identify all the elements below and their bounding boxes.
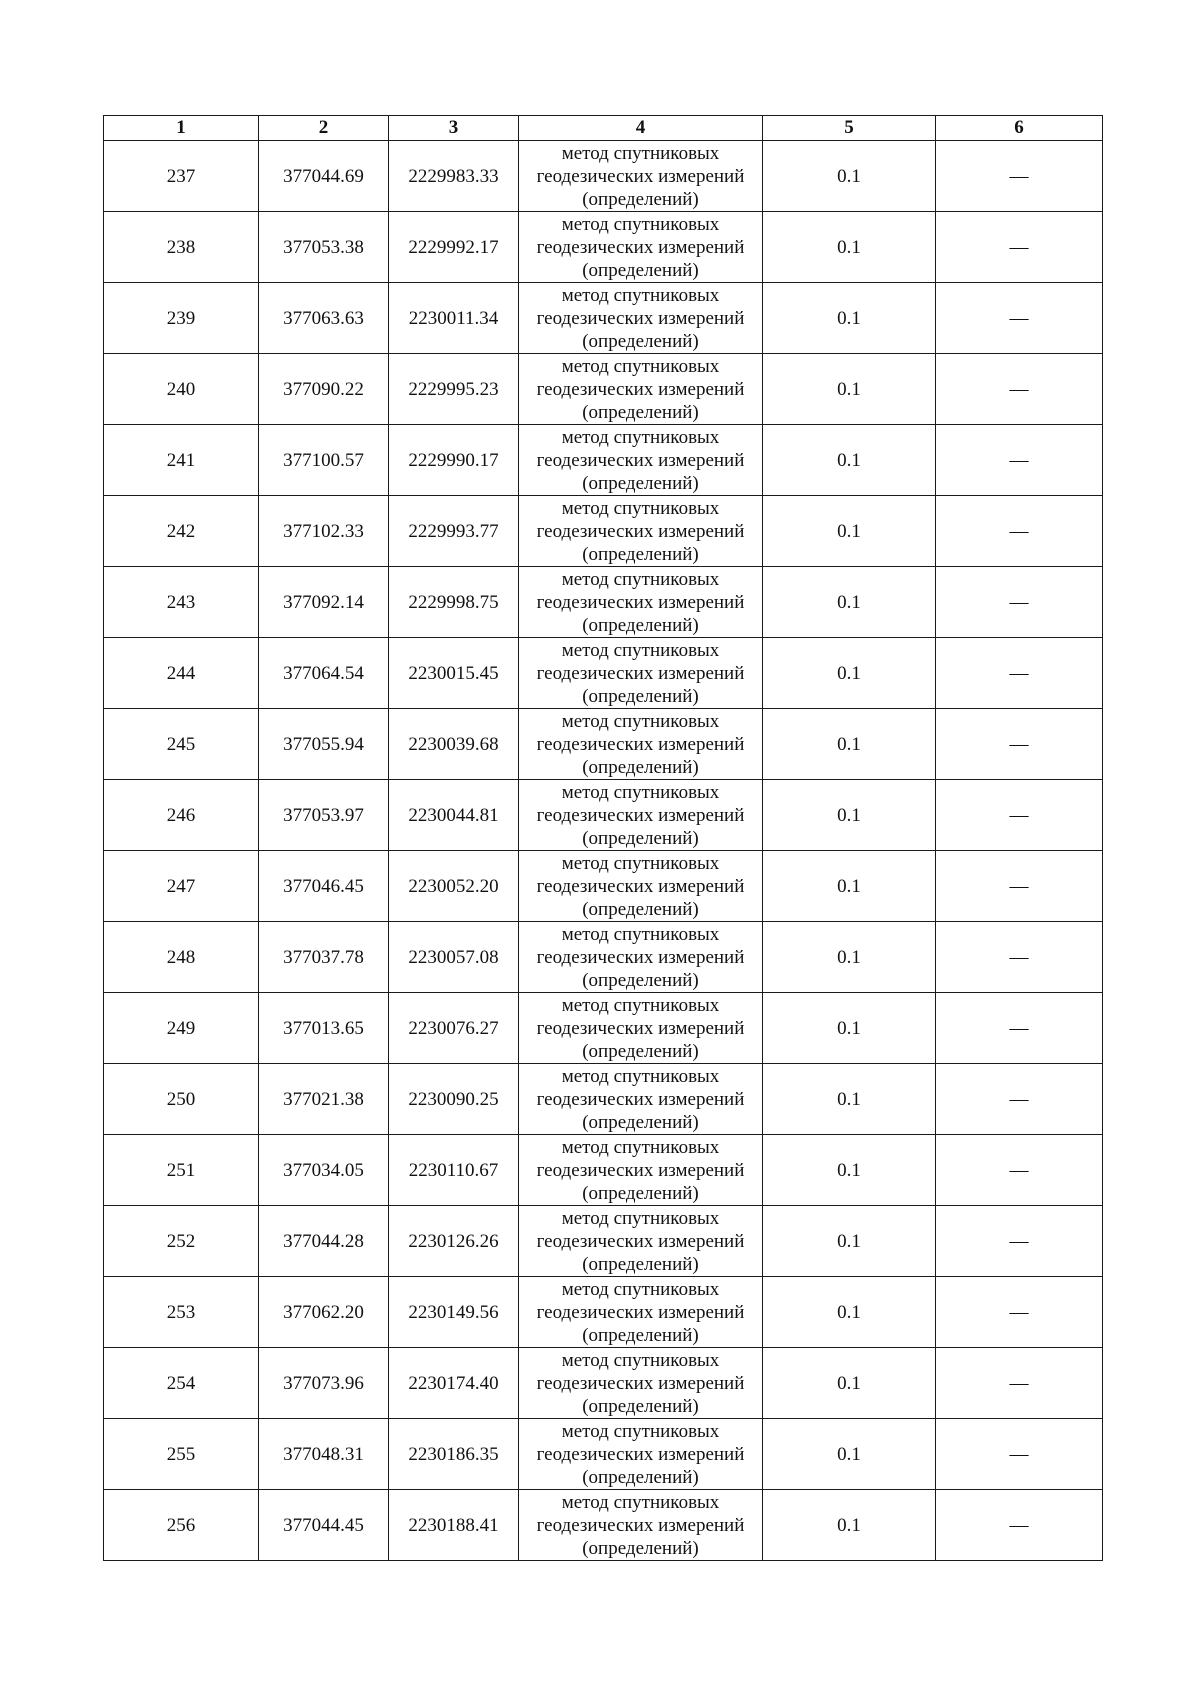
coordinate-y-cell: 2229983.33 bbox=[389, 141, 519, 212]
table-row bbox=[104, 567, 1103, 638]
coordinate-y-cell: 2229992.17 bbox=[389, 212, 519, 283]
method-cell bbox=[519, 1277, 763, 1348]
accuracy-cell: 0.1 bbox=[763, 212, 936, 283]
coordinate-y-cell: 2230186.35 bbox=[389, 1419, 519, 1490]
table-row bbox=[104, 1277, 1103, 1348]
header-col-3: 3 bbox=[389, 116, 519, 141]
method-cell bbox=[519, 1490, 763, 1561]
method-text-line: метод спутниковых bbox=[561, 284, 720, 306]
coordinate-x-cell: 377037.78 bbox=[259, 922, 389, 993]
method-cell bbox=[519, 1135, 763, 1206]
accuracy-cell: 0.1 bbox=[763, 1135, 936, 1206]
note-cell: — bbox=[936, 1064, 1103, 1135]
method-text-line: метод спутниковых bbox=[561, 1065, 720, 1087]
method-text-line: (определений) bbox=[582, 1182, 699, 1204]
point-number-cell: 243 bbox=[104, 567, 259, 638]
coordinate-x-cell: 377102.33 bbox=[259, 496, 389, 567]
table-row bbox=[104, 141, 1103, 212]
accuracy-cell: 0.1 bbox=[763, 354, 936, 425]
method-text-line: геодезических измерений bbox=[536, 165, 745, 187]
coordinate-y-cell: 2230090.25 bbox=[389, 1064, 519, 1135]
coordinate-y-cell: 2230110.67 bbox=[389, 1135, 519, 1206]
method-cell bbox=[519, 1206, 763, 1277]
method-cell bbox=[519, 709, 763, 780]
coordinate-y-cell: 2230039.68 bbox=[389, 709, 519, 780]
accuracy-cell: 0.1 bbox=[763, 851, 936, 922]
method-text-line: метод спутниковых bbox=[561, 923, 720, 945]
note-cell: — bbox=[936, 709, 1103, 780]
method-text-line: геодезических измерений bbox=[536, 1372, 745, 1394]
point-number-cell: 246 bbox=[104, 780, 259, 851]
method-cell bbox=[519, 354, 763, 425]
note-cell: — bbox=[936, 851, 1103, 922]
method-cell bbox=[519, 425, 763, 496]
coordinate-x-cell: 377063.63 bbox=[259, 283, 389, 354]
method-text-line: (определений) bbox=[582, 472, 699, 494]
table-row bbox=[104, 1490, 1103, 1561]
point-number-cell: 249 bbox=[104, 993, 259, 1064]
method-text-line: геодезических измерений bbox=[536, 1088, 745, 1110]
point-number-cell: 252 bbox=[104, 1206, 259, 1277]
method-text-line: геодезических измерений bbox=[536, 1017, 745, 1039]
header-col-5: 5 bbox=[763, 116, 936, 141]
table-row bbox=[104, 638, 1103, 709]
method-text-line: (определений) bbox=[582, 756, 699, 778]
point-number-cell: 248 bbox=[104, 922, 259, 993]
accuracy-cell: 0.1 bbox=[763, 567, 936, 638]
method-cell bbox=[519, 212, 763, 283]
note-cell: — bbox=[936, 496, 1103, 567]
method-cell bbox=[519, 283, 763, 354]
coordinate-y-cell: 2230126.26 bbox=[389, 1206, 519, 1277]
point-number-cell: 247 bbox=[104, 851, 259, 922]
accuracy-cell: 0.1 bbox=[763, 283, 936, 354]
table-row bbox=[104, 709, 1103, 780]
coordinate-x-cell: 377053.97 bbox=[259, 780, 389, 851]
note-cell: — bbox=[936, 1277, 1103, 1348]
table-row bbox=[104, 283, 1103, 354]
method-text-line: (определений) bbox=[582, 543, 699, 565]
method-text-line: геодезических измерений bbox=[536, 733, 745, 755]
method-text-line: метод спутниковых bbox=[561, 1136, 720, 1158]
method-text-line: (определений) bbox=[582, 1111, 699, 1133]
header-row bbox=[104, 116, 1103, 141]
note-cell: — bbox=[936, 1490, 1103, 1561]
header-col-1: 1 bbox=[104, 116, 259, 141]
coordinate-y-cell: 2229998.75 bbox=[389, 567, 519, 638]
coordinate-x-cell: 377090.22 bbox=[259, 354, 389, 425]
method-text-line: метод спутниковых bbox=[561, 568, 720, 590]
coordinate-x-cell: 377044.28 bbox=[259, 1206, 389, 1277]
method-cell bbox=[519, 496, 763, 567]
accuracy-cell: 0.1 bbox=[763, 141, 936, 212]
method-text-line: метод спутниковых bbox=[561, 1349, 720, 1371]
method-text-line: (определений) bbox=[582, 827, 699, 849]
table-row bbox=[104, 425, 1103, 496]
table-row bbox=[104, 993, 1103, 1064]
note-cell: — bbox=[936, 141, 1103, 212]
method-text-line: метод спутниковых bbox=[561, 710, 720, 732]
method-text-line: метод спутниковых bbox=[561, 1207, 720, 1229]
method-text-line: (определений) bbox=[582, 330, 699, 352]
accuracy-cell: 0.1 bbox=[763, 780, 936, 851]
table-row bbox=[104, 496, 1103, 567]
coordinate-x-cell: 377053.38 bbox=[259, 212, 389, 283]
note-cell: — bbox=[936, 1348, 1103, 1419]
coordinate-y-cell: 2230044.81 bbox=[389, 780, 519, 851]
method-text-line: метод спутниковых bbox=[561, 426, 720, 448]
method-text-line: геодезических измерений bbox=[536, 662, 745, 684]
accuracy-cell: 0.1 bbox=[763, 1490, 936, 1561]
coordinate-x-cell: 377092.14 bbox=[259, 567, 389, 638]
method-text-line: геодезических измерений bbox=[536, 946, 745, 968]
method-text-line: метод спутниковых bbox=[561, 497, 720, 519]
coordinate-x-cell: 377034.05 bbox=[259, 1135, 389, 1206]
method-text-line: геодезических измерений bbox=[536, 449, 745, 471]
coordinate-x-cell: 377064.54 bbox=[259, 638, 389, 709]
method-text-line: геодезических измерений bbox=[536, 378, 745, 400]
note-cell: — bbox=[936, 567, 1103, 638]
coordinate-y-cell: 2230052.20 bbox=[389, 851, 519, 922]
method-text-line: геодезических измерений bbox=[536, 1301, 745, 1323]
method-text-line: метод спутниковых bbox=[561, 1278, 720, 1300]
method-cell bbox=[519, 141, 763, 212]
coordinate-y-cell: 2230011.34 bbox=[389, 283, 519, 354]
coordinate-x-cell: 377046.45 bbox=[259, 851, 389, 922]
point-number-cell: 255 bbox=[104, 1419, 259, 1490]
method-cell bbox=[519, 851, 763, 922]
point-number-cell: 245 bbox=[104, 709, 259, 780]
coordinate-x-cell: 377044.45 bbox=[259, 1490, 389, 1561]
note-cell: — bbox=[936, 638, 1103, 709]
method-text-line: геодезических измерений bbox=[536, 1230, 745, 1252]
accuracy-cell: 0.1 bbox=[763, 993, 936, 1064]
coordinate-y-cell: 2229993.77 bbox=[389, 496, 519, 567]
method-text-line: (определений) bbox=[582, 685, 699, 707]
table-row bbox=[104, 922, 1103, 993]
note-cell: — bbox=[936, 1135, 1103, 1206]
method-text-line: (определений) bbox=[582, 1324, 699, 1346]
coordinate-x-cell: 377055.94 bbox=[259, 709, 389, 780]
method-cell bbox=[519, 1348, 763, 1419]
method-text-line: геодезических измерений bbox=[536, 804, 745, 826]
table-header bbox=[104, 116, 1103, 141]
point-number-cell: 256 bbox=[104, 1490, 259, 1561]
method-text-line: (определений) bbox=[582, 188, 699, 210]
point-number-cell: 253 bbox=[104, 1277, 259, 1348]
method-text-line: метод спутниковых bbox=[561, 852, 720, 874]
method-cell bbox=[519, 993, 763, 1064]
method-text-line: (определений) bbox=[582, 1395, 699, 1417]
method-text-line: (определений) bbox=[582, 1466, 699, 1488]
method-cell bbox=[519, 922, 763, 993]
table-row bbox=[104, 212, 1103, 283]
coordinate-y-cell: 2229995.23 bbox=[389, 354, 519, 425]
accuracy-cell: 0.1 bbox=[763, 425, 936, 496]
method-text-line: метод спутниковых bbox=[561, 355, 720, 377]
method-text-line: (определений) bbox=[582, 898, 699, 920]
method-text-line: геодезических измерений bbox=[536, 307, 745, 329]
note-cell: — bbox=[936, 354, 1103, 425]
method-text-line: метод спутниковых bbox=[561, 1420, 720, 1442]
note-cell: — bbox=[936, 780, 1103, 851]
coordinate-x-cell: 377021.38 bbox=[259, 1064, 389, 1135]
method-cell bbox=[519, 567, 763, 638]
method-text-line: метод спутниковых bbox=[561, 142, 720, 164]
note-cell: — bbox=[936, 922, 1103, 993]
accuracy-cell: 0.1 bbox=[763, 496, 936, 567]
method-text-line: геодезических измерений bbox=[536, 1514, 745, 1536]
coordinate-y-cell: 2230015.45 bbox=[389, 638, 519, 709]
point-number-cell: 237 bbox=[104, 141, 259, 212]
method-text-line: геодезических измерений bbox=[536, 875, 745, 897]
table-row bbox=[104, 1419, 1103, 1490]
method-text-line: (определений) bbox=[582, 969, 699, 991]
accuracy-cell: 0.1 bbox=[763, 1277, 936, 1348]
method-cell bbox=[519, 1419, 763, 1490]
method-text-line: (определений) bbox=[582, 614, 699, 636]
table-row bbox=[104, 780, 1103, 851]
point-number-cell: 254 bbox=[104, 1348, 259, 1419]
method-text-line: геодезических измерений bbox=[536, 236, 745, 258]
point-number-cell: 251 bbox=[104, 1135, 259, 1206]
note-cell: — bbox=[936, 1206, 1103, 1277]
coordinate-x-cell: 377044.69 bbox=[259, 141, 389, 212]
accuracy-cell: 0.1 bbox=[763, 638, 936, 709]
note-cell: — bbox=[936, 993, 1103, 1064]
accuracy-cell: 0.1 bbox=[763, 709, 936, 780]
method-text-line: (определений) bbox=[582, 1253, 699, 1275]
method-text-line: метод спутниковых bbox=[561, 213, 720, 235]
note-cell: — bbox=[936, 425, 1103, 496]
table-row bbox=[104, 1348, 1103, 1419]
coordinate-y-cell: 2230076.27 bbox=[389, 993, 519, 1064]
method-cell bbox=[519, 780, 763, 851]
method-cell bbox=[519, 638, 763, 709]
accuracy-cell: 0.1 bbox=[763, 1206, 936, 1277]
table-row bbox=[104, 1064, 1103, 1135]
method-text-line: (определений) bbox=[582, 259, 699, 281]
coordinates-table bbox=[103, 115, 1103, 1561]
method-text-line: геодезических измерений bbox=[536, 591, 745, 613]
point-number-cell: 244 bbox=[104, 638, 259, 709]
coordinate-x-cell: 377073.96 bbox=[259, 1348, 389, 1419]
coordinate-y-cell: 2230188.41 bbox=[389, 1490, 519, 1561]
method-text-line: (определений) bbox=[582, 1537, 699, 1559]
note-cell: — bbox=[936, 283, 1103, 354]
method-text-line: (определений) bbox=[582, 1040, 699, 1062]
table-row bbox=[104, 1135, 1103, 1206]
coordinate-y-cell: 2230149.56 bbox=[389, 1277, 519, 1348]
header-col-4: 4 bbox=[519, 116, 763, 141]
accuracy-cell: 0.1 bbox=[763, 1419, 936, 1490]
method-text-line: метод спутниковых bbox=[561, 639, 720, 661]
point-number-cell: 241 bbox=[104, 425, 259, 496]
method-text-line: геодезических измерений bbox=[536, 1443, 745, 1465]
accuracy-cell: 0.1 bbox=[763, 1348, 936, 1419]
point-number-cell: 242 bbox=[104, 496, 259, 567]
accuracy-cell: 0.1 bbox=[763, 1064, 936, 1135]
table-row bbox=[104, 354, 1103, 425]
method-text-line: геодезических измерений bbox=[536, 520, 745, 542]
method-text-line: метод спутниковых bbox=[561, 781, 720, 803]
coordinate-x-cell: 377013.65 bbox=[259, 993, 389, 1064]
accuracy-cell: 0.1 bbox=[763, 922, 936, 993]
method-cell bbox=[519, 1064, 763, 1135]
method-text-line: (определений) bbox=[582, 401, 699, 423]
method-text-line: метод спутниковых bbox=[561, 994, 720, 1016]
coordinate-y-cell: 2230174.40 bbox=[389, 1348, 519, 1419]
table-body bbox=[104, 141, 1103, 1561]
note-cell: — bbox=[936, 212, 1103, 283]
note-cell: — bbox=[936, 1419, 1103, 1490]
point-number-cell: 250 bbox=[104, 1064, 259, 1135]
header-col-2: 2 bbox=[259, 116, 389, 141]
method-text-line: метод спутниковых bbox=[561, 1491, 720, 1513]
coordinate-y-cell: 2229990.17 bbox=[389, 425, 519, 496]
coordinate-x-cell: 377062.20 bbox=[259, 1277, 389, 1348]
method-text-line: геодезических измерений bbox=[536, 1159, 745, 1181]
header-col-6: 6 bbox=[936, 116, 1103, 141]
point-number-cell: 239 bbox=[104, 283, 259, 354]
point-number-cell: 238 bbox=[104, 212, 259, 283]
coordinate-y-cell: 2230057.08 bbox=[389, 922, 519, 993]
coordinate-x-cell: 377100.57 bbox=[259, 425, 389, 496]
table-row bbox=[104, 851, 1103, 922]
table-row bbox=[104, 1206, 1103, 1277]
point-number-cell: 240 bbox=[104, 354, 259, 425]
coordinate-x-cell: 377048.31 bbox=[259, 1419, 389, 1490]
